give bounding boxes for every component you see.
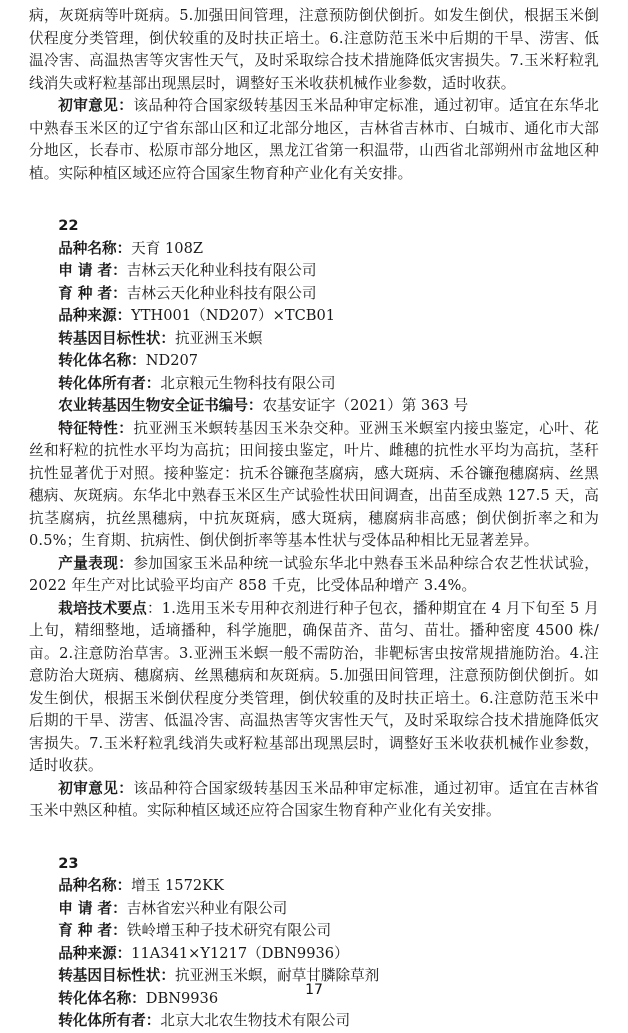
- field-label: 品种来源：: [58, 944, 132, 962]
- field-label: 转化体所有者：: [58, 374, 161, 392]
- field-event-owner: [29, 373, 599, 396]
- field-label: 转化体所有者：: [58, 1012, 161, 1029]
- entry-number: 22: [58, 217, 79, 234]
- field-value: 吉林云天化种业科技有限公司: [126, 262, 317, 279]
- entry-number: 23: [58, 854, 79, 872]
- field-source: [29, 943, 599, 966]
- field-label: 育 种 者：: [58, 284, 127, 302]
- field-value: 铁岭增玉种子技术研究有限公司: [126, 922, 332, 939]
- field-label: 育 种 者：: [58, 922, 127, 939]
- field-source: [29, 305, 599, 328]
- field-value: 北京大北农生物技术有限公司: [160, 1012, 351, 1029]
- field-value: 抗亚洲玉米螟: [174, 329, 263, 347]
- field-applicant: [29, 260, 599, 283]
- field-label: 申 请 者：: [58, 899, 127, 917]
- field-value: YTH001（ND207）×TCB01: [131, 307, 336, 324]
- yield-text: 参加国家玉米品种统一试验东华北中熟春玉米品种综合农艺性状试验，2022 年生产对比试验平均亩产 858 千克，比受体品种增产 3.4%。: [29, 554, 599, 594]
- field-breeder: [29, 283, 599, 306]
- field-label: 品种名称：: [58, 877, 132, 894]
- field-variety-name: [29, 238, 599, 261]
- traits-text: 抗亚洲玉米螟转基因玉米杂交种。亚洲玉米螟室内接虫鉴定，心叶、花丝和籽粒的抗性水平均为高抗；田间接虫鉴定，叶片、雌穗的抗性水平均为高抗，茎秆抗性显著优于对照。接种鉴定：抗禾谷镰孢茎腐病，感大斑病、禾谷镰孢穗腐病、丝黑穗病、灰斑病。东华北中熟春玉米区生产试验性状田间调查，出苗至成熟 127.5 天，高抗茎腐病，抗丝黑穗病，中抗灰斑病，感大斑病，穗腐病非高感；倒伏倒折率之和为 0.5%；生育期、抗病性、倒伏倒折率等基本性状与受体品种相比无显著差异。: [29, 419, 599, 549]
- field-value: 增玉 1572KK: [131, 877, 224, 894]
- field-label: 转化体名称：: [58, 352, 146, 369]
- field-value: 11A341×Y1217（DBN9936）: [131, 944, 349, 962]
- field-label: 转化体名称：: [58, 989, 146, 1007]
- opinion-paragraph: [29, 778, 599, 823]
- field-label: 农业转基因生物安全证书编号：: [58, 397, 263, 414]
- field-value: 吉林省宏兴种业有限公司: [126, 899, 288, 917]
- document-page: [29, 5, 599, 1033]
- field-value: 农基安证字（2021）第 363 号: [262, 397, 469, 414]
- field-label: 转基因目标性状：: [58, 967, 175, 984]
- field-value: 吉林云天化种业科技有限公司: [126, 284, 317, 302]
- field-value: DBN9936: [145, 989, 219, 1007]
- opinion-label: 初审意见：: [58, 97, 134, 114]
- field-value: 天育 108Z: [131, 239, 203, 257]
- field-label: 品种来源：: [58, 307, 132, 324]
- opinion-text: 该品种符合国家级转基因玉米品种审定标准，通过初审。适宜在吉林省玉米中熟区种植。实际种植区域还应符合国家生物育种产业化有关安排。: [29, 779, 599, 819]
- field-event-name: [29, 350, 599, 373]
- opinion-text: 该品种符合国家级转基因玉米品种审定标准，通过初审。适宜在东华北中熟春玉米区的辽宁省东部山区和辽北部分地区，吉林省吉林市、白城市、通化市大部分地区，长春市、松原市部分地区，黑龙江省第一积温带，山西省北部朔州市盆地区种植。实际种植区域还应符合国家生物育种产业化有关安排。: [29, 97, 599, 182]
- traits-label: 特征特性：: [58, 419, 134, 437]
- field-label: 申 请 者：: [58, 262, 127, 279]
- field-breeder: [29, 920, 599, 943]
- field-event-owner: [29, 1010, 599, 1033]
- field-target-trait: [29, 328, 599, 351]
- opinion-label: 初审意见：: [58, 779, 134, 797]
- traits-paragraph: [29, 418, 599, 553]
- yield-paragraph: [29, 553, 599, 598]
- field-label: 转基因目标性状：: [58, 329, 175, 347]
- field-applicant: [29, 898, 599, 921]
- field-value: ND207: [145, 352, 199, 369]
- field-value: 抗亚洲玉米螟，耐草甘膦除草剂: [174, 967, 380, 984]
- opinion-paragraph: [29, 95, 599, 185]
- page-number: 17: [305, 982, 323, 998]
- field-label: 品种名称：: [58, 239, 132, 257]
- cultivation-label: 栽培技术要点: [58, 599, 147, 617]
- field-variety-name: [29, 875, 599, 898]
- field-value: 北京粮元生物科技有限公司: [160, 374, 336, 392]
- continuation-paragraph: 病，灰斑病等叶斑病。5.加强田间管理，注意预防倒伏倒折。如发生倒伏，根据玉米倒伏程度分类管理，倒伏较重的及时扶正培土。6.注意防范玉米中后期的干旱、涝害、低温冷害、高温热害等灾害性天气，及时采取综合技术措施降低灾害损失。7.玉米籽粒乳线消失或籽粒基部出现黑层时，调整好玉米收获机械作业参数，适时收获。: [29, 7, 599, 92]
- entry-22: [29, 215, 599, 823]
- entry-23: [29, 853, 599, 1033]
- field-certificate-number: [29, 395, 599, 418]
- yield-label: 产量表现：: [58, 554, 134, 572]
- cultivation-paragraph: [29, 598, 599, 778]
- cultivation-text: ：1.选用玉米专用种衣剂进行种子包衣，播种期宜在 4 月下旬至 5 月上旬，精细整地，适墒播种，科学施肥，确保苗齐、苗匀、苗壮。播种密度 4500 株/亩。2.注意防治草害。3.亚洲玉米螟一般不需防治，非靶标害虫按常规措施防治。4.注意防治大斑病、穗腐病、丝黑穗病和灰斑病。5.加强田间管理，注意预防倒伏倒折。如发生倒伏，根据玉米倒伏程度分类管理，倒伏较重的及时扶正培土。6.注意防范玉米中后期的干旱、涝害、低温冷害、高温热害等灾害性天气，及时采取综合技术措施降低灾害损失。7.玉米籽粒乳线消失或籽粒基部出现黑层时，调整好玉米收获机械作业参数，适时收获。: [29, 599, 599, 774]
